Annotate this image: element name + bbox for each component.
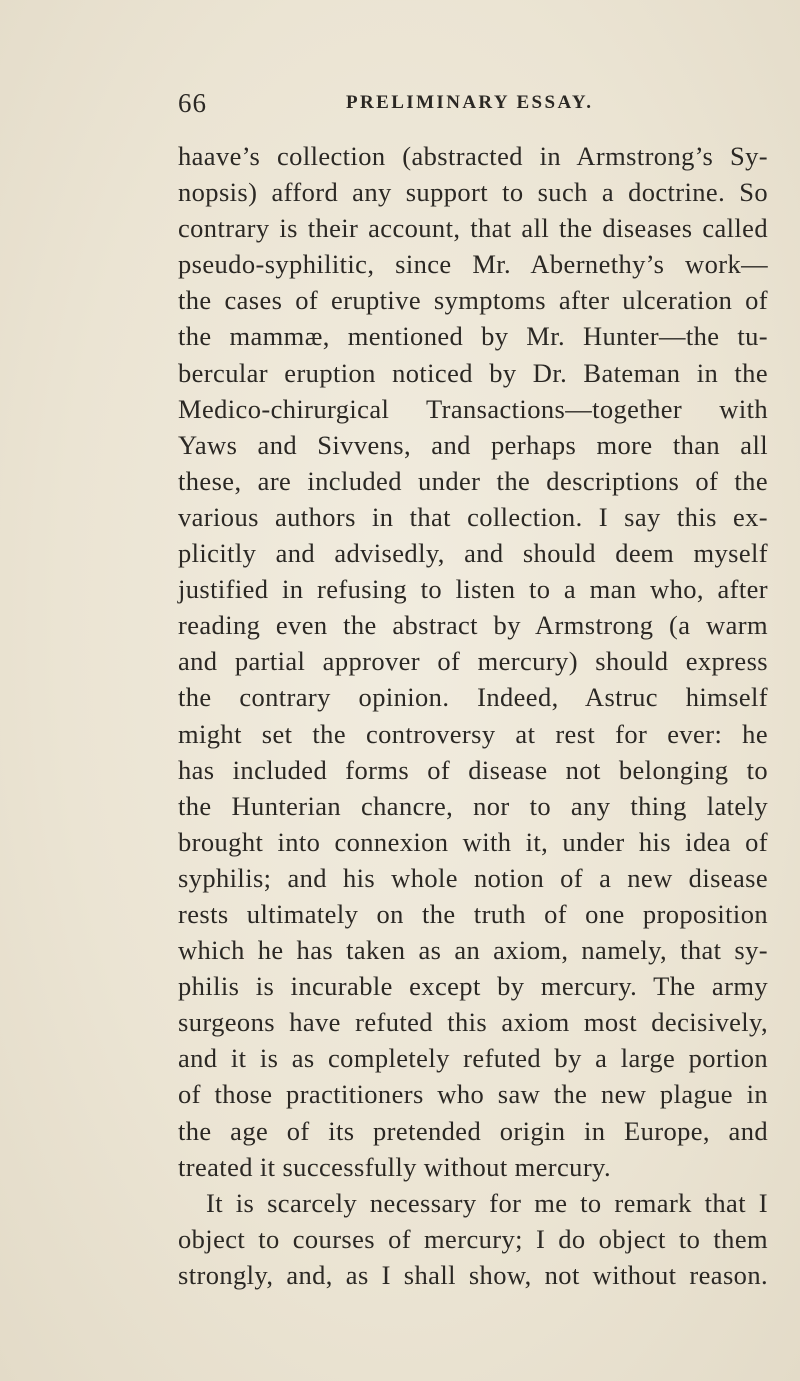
text-line: and it is as completely refuted by a large portion — [178, 1043, 768, 1074]
text-line: surgeons have refuted this axiom most decisively, — [178, 1007, 768, 1038]
text-line: haave’s collection (abstracted in Armstrong’s Sy- — [178, 141, 768, 171]
text-line: brought into connexion with it, under his idea of — [178, 826, 768, 857]
text-line: nopsis) afford any support to such a doctrine. So — [178, 177, 768, 208]
text-line: these, are included under the descriptions of the — [178, 465, 768, 496]
text-line: the contrary opinion. Indeed, Astruc himself — [178, 682, 768, 713]
text-line: has included forms of disease not belonging to — [178, 754, 768, 785]
text-line-paragraph-start: It is scarcely necessary for me to remark that I — [206, 1187, 768, 1218]
text-line: rests ultimately on the truth of one proposition — [178, 898, 768, 929]
text-line: the mammæ, mentioned by Mr. Hunter—the tu- — [178, 321, 768, 352]
text-line: and partial approver of mercury) should express — [178, 646, 768, 677]
text-line-paragraph-end: treated it successfully without mercury. — [178, 1151, 611, 1182]
text-line: Yaws and Sivvens, and perhaps more than all — [178, 429, 768, 460]
text-line: bercular eruption noticed by Dr. Bateman in the — [178, 357, 768, 388]
text-line: various authors in that collection. I say this ex- — [178, 501, 768, 532]
text-line: justified in refusing to listen to a man who, after — [178, 574, 768, 605]
text-line: of those practitioners who saw the new plague in — [178, 1079, 768, 1110]
text-line: which he has taken as an axiom, namely, that sy- — [178, 935, 768, 966]
page-number: 66 — [178, 88, 207, 118]
text-line: Medico-chirurgical Transactions—together with — [178, 393, 768, 424]
text-line: might set the controversy at rest for ever: he — [178, 718, 768, 749]
text-line: philis is incurable except by mercury. The army — [178, 971, 768, 1002]
page-header — [178, 88, 738, 128]
text-line: pseudo-syphilitic, since Mr. Abernethy’s work— — [178, 249, 768, 280]
text-line: the Hunterian chancre, nor to any thing lately — [178, 790, 768, 821]
text-line: reading even the abstract by Armstrong (a warm — [178, 610, 768, 641]
body-text — [178, 138, 768, 1293]
text-line: the cases of eruptive symptoms after ulceration of — [178, 285, 768, 316]
text-line: syphilis; and his whole notion of a new disease — [178, 862, 768, 893]
text-line: plicitly and advisedly, and should deem myself — [178, 538, 768, 569]
text-line: strongly, and, as I shall show, not without reason. — [178, 1259, 768, 1290]
text-line: the age of its pretended origin in Europe, and — [178, 1115, 768, 1146]
text-line: object to courses of mercury; I do object to them — [178, 1223, 768, 1254]
running-title: PRELIMINARY ESSAY. — [346, 92, 594, 113]
text-line: contrary is their account, that all the diseases called — [178, 213, 768, 244]
